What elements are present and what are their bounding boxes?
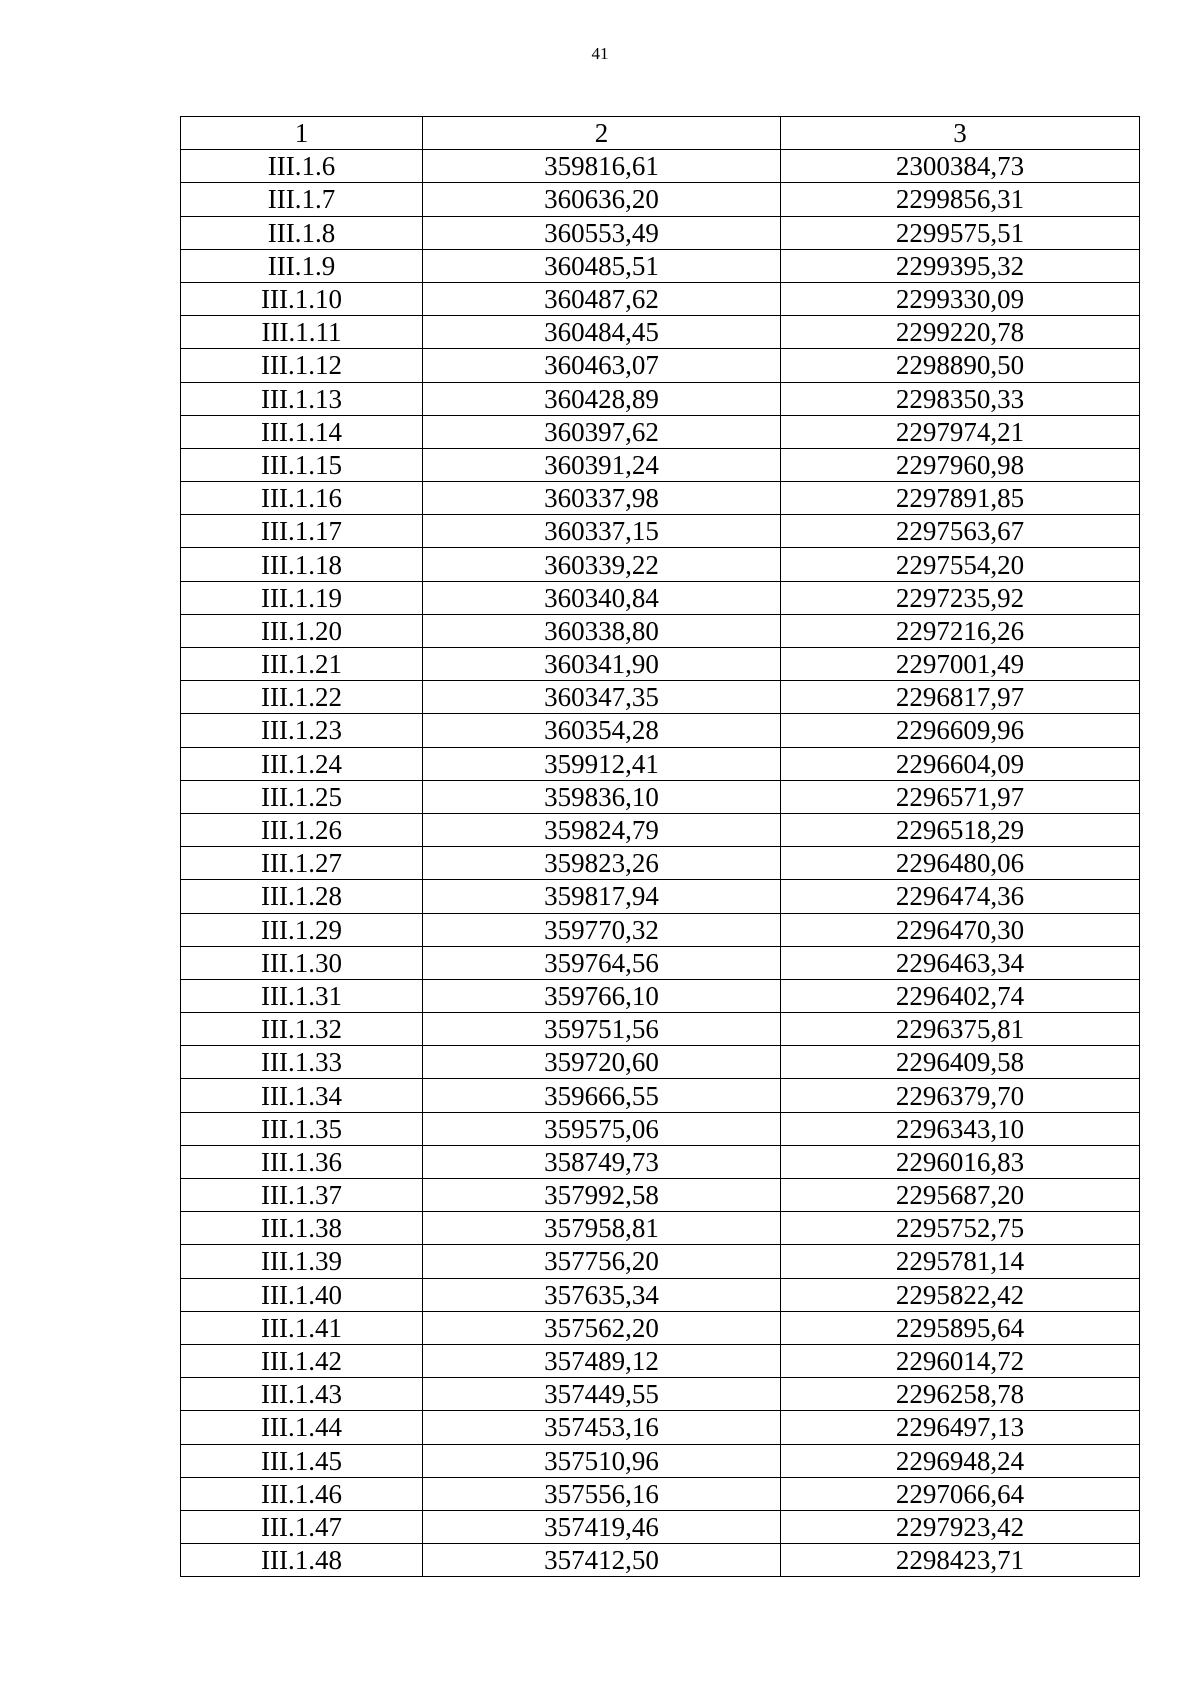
- point-id-cell: III.1.24: [181, 747, 423, 780]
- coordinate-y-cell: 2295822,42: [781, 1278, 1140, 1311]
- coordinate-y-cell: 2296497,13: [781, 1411, 1140, 1444]
- point-id-cell: III.1.37: [181, 1179, 423, 1212]
- coordinate-y-cell: 2296474,36: [781, 880, 1140, 913]
- coordinate-y-cell: 2295687,20: [781, 1179, 1140, 1212]
- coordinate-x-cell: 357412,50: [423, 1544, 781, 1577]
- coordinate-x-cell: 360428,89: [423, 382, 781, 415]
- table-row: [181, 1477, 1140, 1510]
- point-id-cell: III.1.12: [181, 349, 423, 382]
- point-id-cell: III.1.17: [181, 515, 423, 548]
- coordinate-x-cell: 360347,35: [423, 681, 781, 714]
- coordinate-y-cell: 2296609,96: [781, 714, 1140, 747]
- table-header: [181, 117, 1140, 150]
- coordinate-x-cell: 360338,80: [423, 614, 781, 647]
- coordinate-x-cell: 357453,16: [423, 1411, 781, 1444]
- coordinate-y-cell: 2299856,31: [781, 183, 1140, 216]
- point-id-cell: III.1.30: [181, 946, 423, 979]
- table-row: [181, 913, 1140, 946]
- coordinate-x-cell: 357489,12: [423, 1344, 781, 1377]
- point-id-cell: III.1.40: [181, 1278, 423, 1311]
- coordinate-y-cell: 2296343,10: [781, 1112, 1140, 1145]
- table-row: [181, 282, 1140, 315]
- point-id-cell: III.1.7: [181, 183, 423, 216]
- table-header-row: [181, 117, 1140, 150]
- coordinate-y-cell: 2296948,24: [781, 1444, 1140, 1477]
- coordinates-table: [180, 116, 1140, 1577]
- table-row: [181, 1046, 1140, 1079]
- coordinate-y-cell: 2299395,32: [781, 249, 1140, 282]
- coordinate-y-cell: 2299330,09: [781, 282, 1140, 315]
- table-row: [181, 482, 1140, 515]
- coordinate-y-cell: 2296258,78: [781, 1378, 1140, 1411]
- point-id-cell: III.1.48: [181, 1544, 423, 1577]
- table-row: [181, 1311, 1140, 1344]
- coordinate-y-cell: 2295752,75: [781, 1212, 1140, 1245]
- point-id-cell: III.1.14: [181, 415, 423, 448]
- coordinate-y-cell: 2296379,70: [781, 1079, 1140, 1112]
- coordinate-x-cell: 357449,55: [423, 1378, 781, 1411]
- point-id-cell: III.1.18: [181, 548, 423, 581]
- coordinate-y-cell: 2297554,20: [781, 548, 1140, 581]
- page-number: 41: [591, 44, 609, 63]
- coordinate-x-cell: 360484,45: [423, 316, 781, 349]
- coordinate-x-cell: 359751,56: [423, 1013, 781, 1046]
- coordinate-x-cell: 359836,10: [423, 780, 781, 813]
- point-id-cell: III.1.47: [181, 1510, 423, 1543]
- coordinate-y-cell: 2295781,14: [781, 1245, 1140, 1278]
- coordinate-x-cell: 359764,56: [423, 946, 781, 979]
- table-row: [181, 1378, 1140, 1411]
- table-row: [181, 614, 1140, 647]
- point-id-cell: III.1.46: [181, 1477, 423, 1510]
- point-id-cell: III.1.13: [181, 382, 423, 415]
- coordinate-y-cell: 2297563,67: [781, 515, 1140, 548]
- coordinate-x-cell: 358749,73: [423, 1145, 781, 1178]
- coordinate-y-cell: 2297216,26: [781, 614, 1140, 647]
- coordinate-x-cell: 359575,06: [423, 1112, 781, 1145]
- coordinate-x-cell: 360391,24: [423, 448, 781, 481]
- coordinate-x-cell: 357958,81: [423, 1212, 781, 1245]
- coordinate-y-cell: 2297974,21: [781, 415, 1140, 448]
- coordinate-y-cell: 2295895,64: [781, 1311, 1140, 1344]
- coordinate-x-cell: 360553,49: [423, 216, 781, 249]
- table-row: [181, 1278, 1140, 1311]
- point-id-cell: III.1.15: [181, 448, 423, 481]
- column-header-2: 2: [423, 117, 781, 150]
- table-row: [181, 1112, 1140, 1145]
- point-id-cell: III.1.44: [181, 1411, 423, 1444]
- table-row: [181, 548, 1140, 581]
- table-row: [181, 979, 1140, 1012]
- point-id-cell: III.1.38: [181, 1212, 423, 1245]
- coordinate-x-cell: 359666,55: [423, 1079, 781, 1112]
- coordinate-y-cell: 2296518,29: [781, 813, 1140, 846]
- table-row: [181, 1145, 1140, 1178]
- coordinate-y-cell: 2296480,06: [781, 847, 1140, 880]
- table-row: [181, 1013, 1140, 1046]
- coordinate-y-cell: 2297001,49: [781, 648, 1140, 681]
- table-row: [181, 681, 1140, 714]
- coordinate-y-cell: 2296016,83: [781, 1145, 1140, 1178]
- table-row: [181, 780, 1140, 813]
- point-id-cell: III.1.45: [181, 1444, 423, 1477]
- point-id-cell: III.1.29: [181, 913, 423, 946]
- coordinate-x-cell: 359912,41: [423, 747, 781, 780]
- coordinate-y-cell: 2296409,58: [781, 1046, 1140, 1079]
- coordinate-y-cell: 2297960,98: [781, 448, 1140, 481]
- table-row: [181, 349, 1140, 382]
- point-id-cell: III.1.33: [181, 1046, 423, 1079]
- point-id-cell: III.1.36: [181, 1145, 423, 1178]
- point-id-cell: III.1.25: [181, 780, 423, 813]
- point-id-cell: III.1.19: [181, 581, 423, 614]
- coordinate-y-cell: 2296375,81: [781, 1013, 1140, 1046]
- point-id-cell: III.1.31: [181, 979, 423, 1012]
- coordinate-y-cell: 2297235,92: [781, 581, 1140, 614]
- point-id-cell: III.1.10: [181, 282, 423, 315]
- coordinate-y-cell: 2298423,71: [781, 1544, 1140, 1577]
- table-row: [181, 1179, 1140, 1212]
- table-row: [181, 648, 1140, 681]
- table-row: [181, 1411, 1140, 1444]
- table-row: [181, 1245, 1140, 1278]
- coordinate-y-cell: 2299220,78: [781, 316, 1140, 349]
- coordinate-x-cell: 357635,34: [423, 1278, 781, 1311]
- point-id-cell: III.1.43: [181, 1378, 423, 1411]
- table-row: [181, 946, 1140, 979]
- point-id-cell: III.1.22: [181, 681, 423, 714]
- table-row: [181, 249, 1140, 282]
- point-id-cell: III.1.6: [181, 150, 423, 183]
- coordinate-x-cell: 357556,16: [423, 1477, 781, 1510]
- coordinate-y-cell: 2296470,30: [781, 913, 1140, 946]
- point-id-cell: III.1.21: [181, 648, 423, 681]
- point-id-cell: III.1.39: [181, 1245, 423, 1278]
- coordinate-y-cell: 2297891,85: [781, 482, 1140, 515]
- coordinate-x-cell: 357756,20: [423, 1245, 781, 1278]
- coordinate-x-cell: 357510,96: [423, 1444, 781, 1477]
- point-id-cell: III.1.28: [181, 880, 423, 913]
- table-row: [181, 515, 1140, 548]
- point-id-cell: III.1.27: [181, 847, 423, 880]
- coordinate-x-cell: 360337,98: [423, 482, 781, 515]
- coordinate-x-cell: 360339,22: [423, 548, 781, 581]
- coordinate-y-cell: 2296604,09: [781, 747, 1140, 780]
- table-row: [181, 1544, 1140, 1577]
- coordinate-x-cell: 360397,62: [423, 415, 781, 448]
- table-row: [181, 216, 1140, 249]
- table-row: [181, 1510, 1140, 1543]
- coordinate-y-cell: 2296571,97: [781, 780, 1140, 813]
- coordinate-x-cell: 359817,94: [423, 880, 781, 913]
- coordinate-y-cell: 2298350,33: [781, 382, 1140, 415]
- coordinate-x-cell: 360354,28: [423, 714, 781, 747]
- point-id-cell: III.1.9: [181, 249, 423, 282]
- point-id-cell: III.1.42: [181, 1344, 423, 1377]
- table-row: [181, 847, 1140, 880]
- coordinate-x-cell: 357992,58: [423, 1179, 781, 1212]
- coordinate-x-cell: 359770,32: [423, 913, 781, 946]
- table-row: [181, 714, 1140, 747]
- coordinate-x-cell: 360485,51: [423, 249, 781, 282]
- table-body: [181, 150, 1140, 1577]
- coordinate-x-cell: 359824,79: [423, 813, 781, 846]
- column-header-1: 1: [181, 117, 423, 150]
- coordinate-x-cell: 359720,60: [423, 1046, 781, 1079]
- coordinate-x-cell: 357419,46: [423, 1510, 781, 1543]
- coordinate-x-cell: 360636,20: [423, 183, 781, 216]
- coordinate-x-cell: 360337,15: [423, 515, 781, 548]
- table-row: [181, 1444, 1140, 1477]
- coordinate-x-cell: 360487,62: [423, 282, 781, 315]
- coordinate-x-cell: 357562,20: [423, 1311, 781, 1344]
- point-id-cell: III.1.35: [181, 1112, 423, 1145]
- table-row: [181, 382, 1140, 415]
- point-id-cell: III.1.20: [181, 614, 423, 647]
- point-id-cell: III.1.32: [181, 1013, 423, 1046]
- coordinate-y-cell: 2296014,72: [781, 1344, 1140, 1377]
- coordinate-x-cell: 360341,90: [423, 648, 781, 681]
- coordinate-y-cell: 2297923,42: [781, 1510, 1140, 1543]
- coordinate-x-cell: 360340,84: [423, 581, 781, 614]
- table-row: [181, 150, 1140, 183]
- coordinate-y-cell: 2296402,74: [781, 979, 1140, 1012]
- column-header-3: 3: [781, 117, 1140, 150]
- table-row: [181, 747, 1140, 780]
- coordinate-y-cell: 2298890,50: [781, 349, 1140, 382]
- coordinate-y-cell: 2299575,51: [781, 216, 1140, 249]
- coordinate-x-cell: 359816,61: [423, 150, 781, 183]
- coordinate-x-cell: 359766,10: [423, 979, 781, 1012]
- table-row: [181, 316, 1140, 349]
- table-row: [181, 183, 1140, 216]
- table-row: [181, 880, 1140, 913]
- point-id-cell: III.1.8: [181, 216, 423, 249]
- point-id-cell: III.1.34: [181, 1079, 423, 1112]
- table-row: [181, 1079, 1140, 1112]
- coordinate-y-cell: 2297066,64: [781, 1477, 1140, 1510]
- table-row: [181, 1344, 1140, 1377]
- point-id-cell: III.1.26: [181, 813, 423, 846]
- point-id-cell: III.1.23: [181, 714, 423, 747]
- coordinate-x-cell: 359823,26: [423, 847, 781, 880]
- table-row: [181, 448, 1140, 481]
- point-id-cell: III.1.16: [181, 482, 423, 515]
- table-row: [181, 581, 1140, 614]
- table-row: [181, 813, 1140, 846]
- table-row: [181, 415, 1140, 448]
- coordinate-y-cell: 2300384,73: [781, 150, 1140, 183]
- coordinate-y-cell: 2296463,34: [781, 946, 1140, 979]
- table-row: [181, 1212, 1140, 1245]
- point-id-cell: III.1.11: [181, 316, 423, 349]
- coordinate-x-cell: 360463,07: [423, 349, 781, 382]
- coordinate-y-cell: 2296817,97: [781, 681, 1140, 714]
- point-id-cell: III.1.41: [181, 1311, 423, 1344]
